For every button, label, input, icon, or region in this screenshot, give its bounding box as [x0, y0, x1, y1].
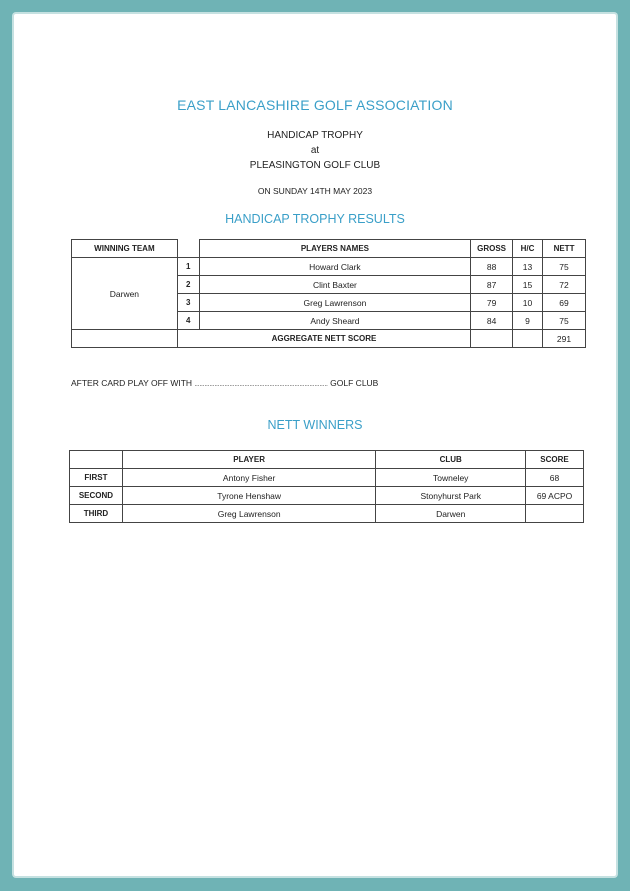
winner-score: 69 ACPO	[526, 487, 584, 505]
nett-winners-title: NETT WINNERS	[267, 418, 363, 432]
player-number: 4	[177, 312, 199, 330]
col-players-header: PLAYERS NAMES	[199, 240, 470, 258]
winner-score: 68	[526, 469, 584, 487]
competition-name: HANDICAP TROPHY	[267, 130, 363, 141]
place-label: THIRD	[70, 505, 123, 523]
nett-score: 72	[543, 276, 586, 294]
winner-club: Towneley	[376, 469, 526, 487]
col-nett-header: NETT	[543, 240, 586, 258]
handicap: 9	[513, 312, 543, 330]
table-row	[72, 258, 586, 276]
handicap: 15	[513, 276, 543, 294]
association-title: EAST LANCASHIRE GOLF ASSOCIATION	[177, 97, 453, 113]
player-name: Andy Sheard	[199, 312, 470, 330]
playoff-line	[71, 378, 378, 388]
gross-score: 79	[471, 294, 513, 312]
paper-sheet	[14, 14, 616, 876]
table-row	[70, 469, 584, 487]
handicap: 10	[513, 294, 543, 312]
handicap: 13	[513, 258, 543, 276]
playoff-dots: ................................................................................	[194, 382, 328, 388]
player-number: 3	[177, 294, 199, 312]
place-label: SECOND	[70, 487, 123, 505]
nett-header-row	[70, 451, 584, 469]
at-label: at	[310, 145, 320, 156]
player-name: Clint Baxter	[199, 276, 470, 294]
table-row	[70, 505, 584, 523]
winning-team: Darwen	[72, 258, 178, 330]
place-label: FIRST	[70, 469, 123, 487]
aggregate-row	[72, 330, 586, 348]
winner-club: Darwen	[376, 505, 526, 523]
player-number: 2	[177, 276, 199, 294]
playoff-prefix: AFTER CARD PLAY OFF WITH	[71, 378, 193, 388]
nett-score: 69	[543, 294, 586, 312]
results-header-row	[72, 240, 586, 258]
gross-score: 84	[471, 312, 513, 330]
aggregate-label: AGGREGATE NETT SCORE	[177, 330, 470, 348]
nett-score: 75	[543, 258, 586, 276]
winner-name: Tyrone Henshaw	[122, 487, 375, 505]
player-number: 1	[177, 258, 199, 276]
playoff-suffix: GOLF CLUB	[330, 378, 379, 388]
table-row	[70, 487, 584, 505]
player-name: Howard Clark	[199, 258, 470, 276]
col-club-header: CLUB	[376, 451, 526, 469]
gross-score: 88	[471, 258, 513, 276]
winner-club: Stonyhurst Park	[376, 487, 526, 505]
winner-name: Greg Lawrenson	[122, 505, 375, 523]
results-title: HANDICAP TROPHY RESULTS	[225, 212, 405, 226]
nett-score: 75	[543, 312, 586, 330]
gross-score: 87	[471, 276, 513, 294]
venue-name: PLEASINGTON GOLF CLUB	[249, 160, 381, 171]
results-table	[71, 239, 586, 348]
col-hc-header: H/C	[513, 240, 543, 258]
col-gross-header: GROSS	[471, 240, 513, 258]
nett-winners-table	[69, 450, 584, 523]
player-name: Greg Lawrenson	[199, 294, 470, 312]
col-score-header: SCORE	[526, 451, 584, 469]
col-player-header: PLAYER	[122, 451, 375, 469]
winner-name: Antony Fisher	[122, 469, 375, 487]
aggregate-value: 291	[543, 330, 586, 348]
col-team-header: WINNING TEAM	[72, 240, 178, 258]
winner-score	[526, 505, 584, 523]
event-date: ON SUNDAY 14TH MAY 2023	[257, 186, 373, 196]
